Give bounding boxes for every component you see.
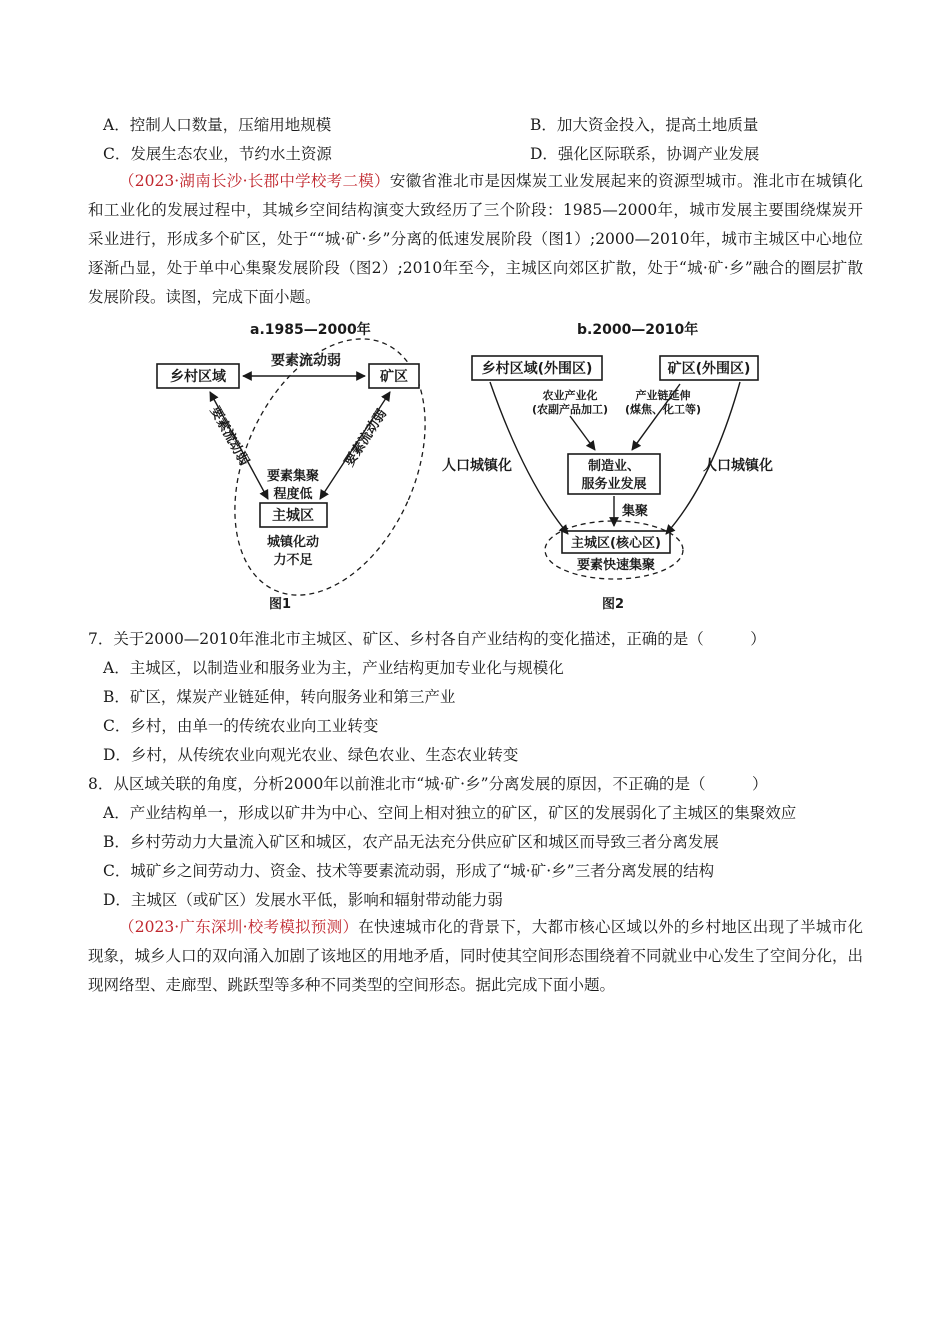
fig2-agri-line-1: 农业产业化 [542, 389, 598, 402]
fig2-rural-label: 乡村区域(外围区) [481, 361, 593, 377]
q7-option-d[interactable]: D．乡村，从传统农业向观光农业、绿色农业、生态农业转变 [103, 746, 519, 764]
fig2-agri-line-2: (农副产品加工) [531, 403, 609, 416]
fig1-title: a.1985—2000年 [250, 322, 371, 338]
fig1-urban-line-1: 城镇化动 [266, 535, 320, 550]
figure-2 [442, 321, 773, 612]
fig2-chain-line-2: (煤焦、化工等) [624, 403, 702, 416]
prev-option-d[interactable]: D．强化区际联系，协调产业发展 [530, 145, 760, 163]
q8-option-d[interactable]: D．主城区（或矿区）发展水平低，影响和辐射带动能力弱 [103, 891, 503, 909]
fig1-flow-right: 要素流动弱 [342, 406, 391, 470]
fig2-title: b.2000—2010年 [577, 322, 699, 338]
prev-option-c[interactable]: C．发展生态农业，节约水土资源 [103, 145, 332, 163]
q7-option-b[interactable]: B．矿区，煤炭产业链延伸，转向服务业和第三产业 [103, 688, 456, 706]
fig2-left-label: 人口城镇化 [442, 458, 512, 474]
fig1-flow-top: 要素流动弱 [271, 353, 341, 369]
fig1-rural-label: 乡村区域 [170, 369, 226, 385]
fig2-mfg-line-2: 服务业发展 [581, 477, 647, 492]
passage-1-text: 安徽省淮北市是因煤炭工业发展起来的资源型城市。淮北市在城镇化和工业化的发展过程中，其城乡空间结构演变大致经历了三个阶段：1985—2000年，城市发展主要围绕煤炭开采业进行，形成多个矿区，处于““城·矿·乡”分离的低速发展阶段（图1）;2000—2010年，城市主城区中心地位逐渐凸显，处于单中心集聚发展阶段（图2）;2010年至今，主城区向郊区扩散，处于“城·矿·乡”融合的圈层扩散发展阶段。读图，完成下面小题。 [88, 172, 863, 306]
passage-2 [88, 913, 863, 1000]
prev-option-a[interactable]: A．控制人口数量，压缩用地规模 [103, 116, 332, 134]
fig2-mfg-line-1: 制造业、 [587, 459, 641, 474]
passage-1-source: （2023·湖南长沙·长郡中学校考二模） [119, 172, 390, 190]
q8-option-b[interactable]: B．乡村劳动力大量流入矿区和城区，农产品无法充分供应矿区和城区而导致三者分离发展 [103, 833, 719, 851]
passage-1 [88, 167, 863, 312]
q7-option-c[interactable]: C．乡村，由单一的传统农业向工业转变 [103, 717, 379, 735]
passage-2-text: 在快速城市化的背景下，大都市核心区域以外的乡村地区出现了半城市化现象，城乡人口的双向涌入加剧了该地区的用地矛盾，同时使其空间形态围绕着不同就业中心发生了空间分化，出现网络型、走廊型、跳跃型等多种不同类型的空间形态。据此完成下面小题。 [88, 918, 864, 994]
fig1-mine-label: 矿区 [380, 369, 408, 385]
fig2-caption: 图2 [601, 597, 625, 612]
figures [140, 312, 820, 617]
fig2-core-label: 主城区(核心区) [571, 536, 661, 551]
fig1-city-label: 主城区 [272, 508, 314, 524]
prev-option-b[interactable]: B．加大资金投入，提高土地质量 [530, 116, 759, 134]
fig2-chain-line-1: 产业链延伸 [635, 389, 691, 402]
passage-2-source: （2023·广东深圳·校考模拟预测） [119, 918, 359, 936]
q8-option-a[interactable]: A．产业结构单一，形成以矿井为中心、空间上相对独立的矿区，矿区的发展弱化了主城区的集聚效应 [103, 804, 797, 822]
fig1-agg-line-2: 程度低 [273, 487, 313, 502]
q8-stem: 8．从区域关联的角度，分析2000年以前淮北市“城·矿·乡”分离发展的原因，不正确的是（ ） [88, 775, 768, 793]
fig2-arrow-rural-mfg [570, 416, 595, 450]
fig2-right-label: 人口城镇化 [703, 458, 773, 474]
fig2-rapid-label: 要素快速集聚 [576, 558, 656, 573]
fig1-agg-line-1: 要素集聚 [266, 469, 320, 484]
fig2-mine-label: 矿区(外围区) [667, 361, 751, 377]
figure-1 [157, 312, 463, 617]
fig2-gather-label: 集聚 [622, 504, 649, 519]
fig1-caption: 图1 [268, 597, 292, 612]
fig1-urban-line-2: 力不足 [273, 553, 313, 568]
q7-stem: 7．关于2000—2010年淮北市主城区、矿区、乡村各自产业结构的变化描述，正确的是（ ） [88, 630, 766, 648]
q7-option-a[interactable]: A．主城区，以制造业和服务业为主，产业结构更加专业化与规模化 [103, 659, 564, 677]
fig1-flow-left: 要素流动弱 [206, 404, 252, 469]
q8-option-c[interactable]: C．城矿乡之间劳动力、资金、技术等要素流动弱，形成了“城·矿·乡”三者分离发展的结构 [103, 862, 715, 880]
